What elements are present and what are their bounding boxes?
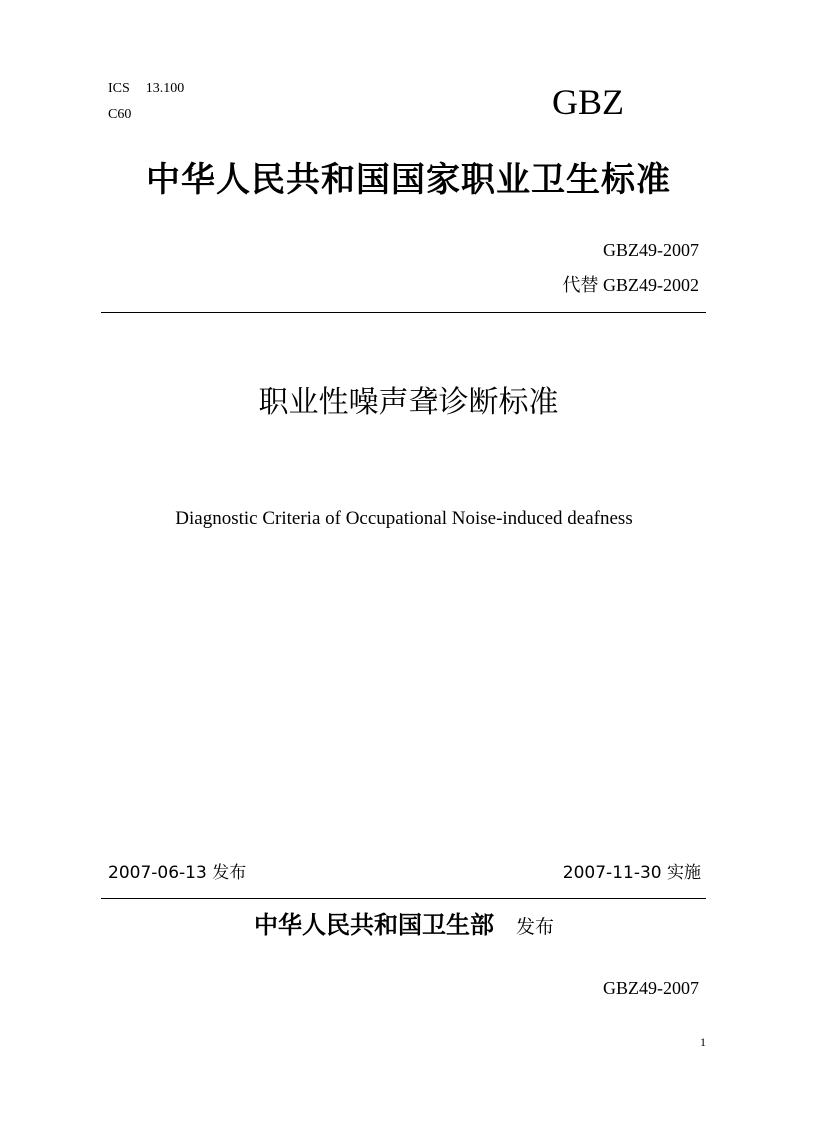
- ics-code: 13.100: [145, 81, 185, 96]
- top-divider: [101, 312, 706, 313]
- footer-standard-number: GBZ49-2007: [603, 978, 699, 998]
- ics-classification: [108, 80, 184, 98]
- standard-number: GBZ49-2007: [603, 240, 699, 260]
- bottom-divider: [101, 898, 706, 899]
- organization-title: 中华人民共和国国家职业卫生标准: [146, 160, 671, 200]
- page-number: 1: [700, 1035, 706, 1049]
- issue-date: 2007-06-13 发布: [108, 863, 247, 883]
- ccs-code: C60: [108, 107, 132, 122]
- publish-action: 发布: [515, 916, 554, 938]
- implementation-date: 2007-11-30 实施: [562, 863, 701, 883]
- document-title-english: Diagnostic Criteria of Occupational Noise-induced deafness: [175, 508, 633, 529]
- standard-mark: GBZ: [552, 82, 624, 122]
- document-title-chinese: 职业性噪声聋诊断标准: [258, 385, 559, 420]
- publisher-name: 中华人民共和国卫生部: [253, 910, 494, 939]
- ics-label: ICS: [108, 81, 130, 96]
- publisher-line: [0, 908, 808, 944]
- replaces-standard: 代替 GBZ49-2002: [562, 275, 699, 295]
